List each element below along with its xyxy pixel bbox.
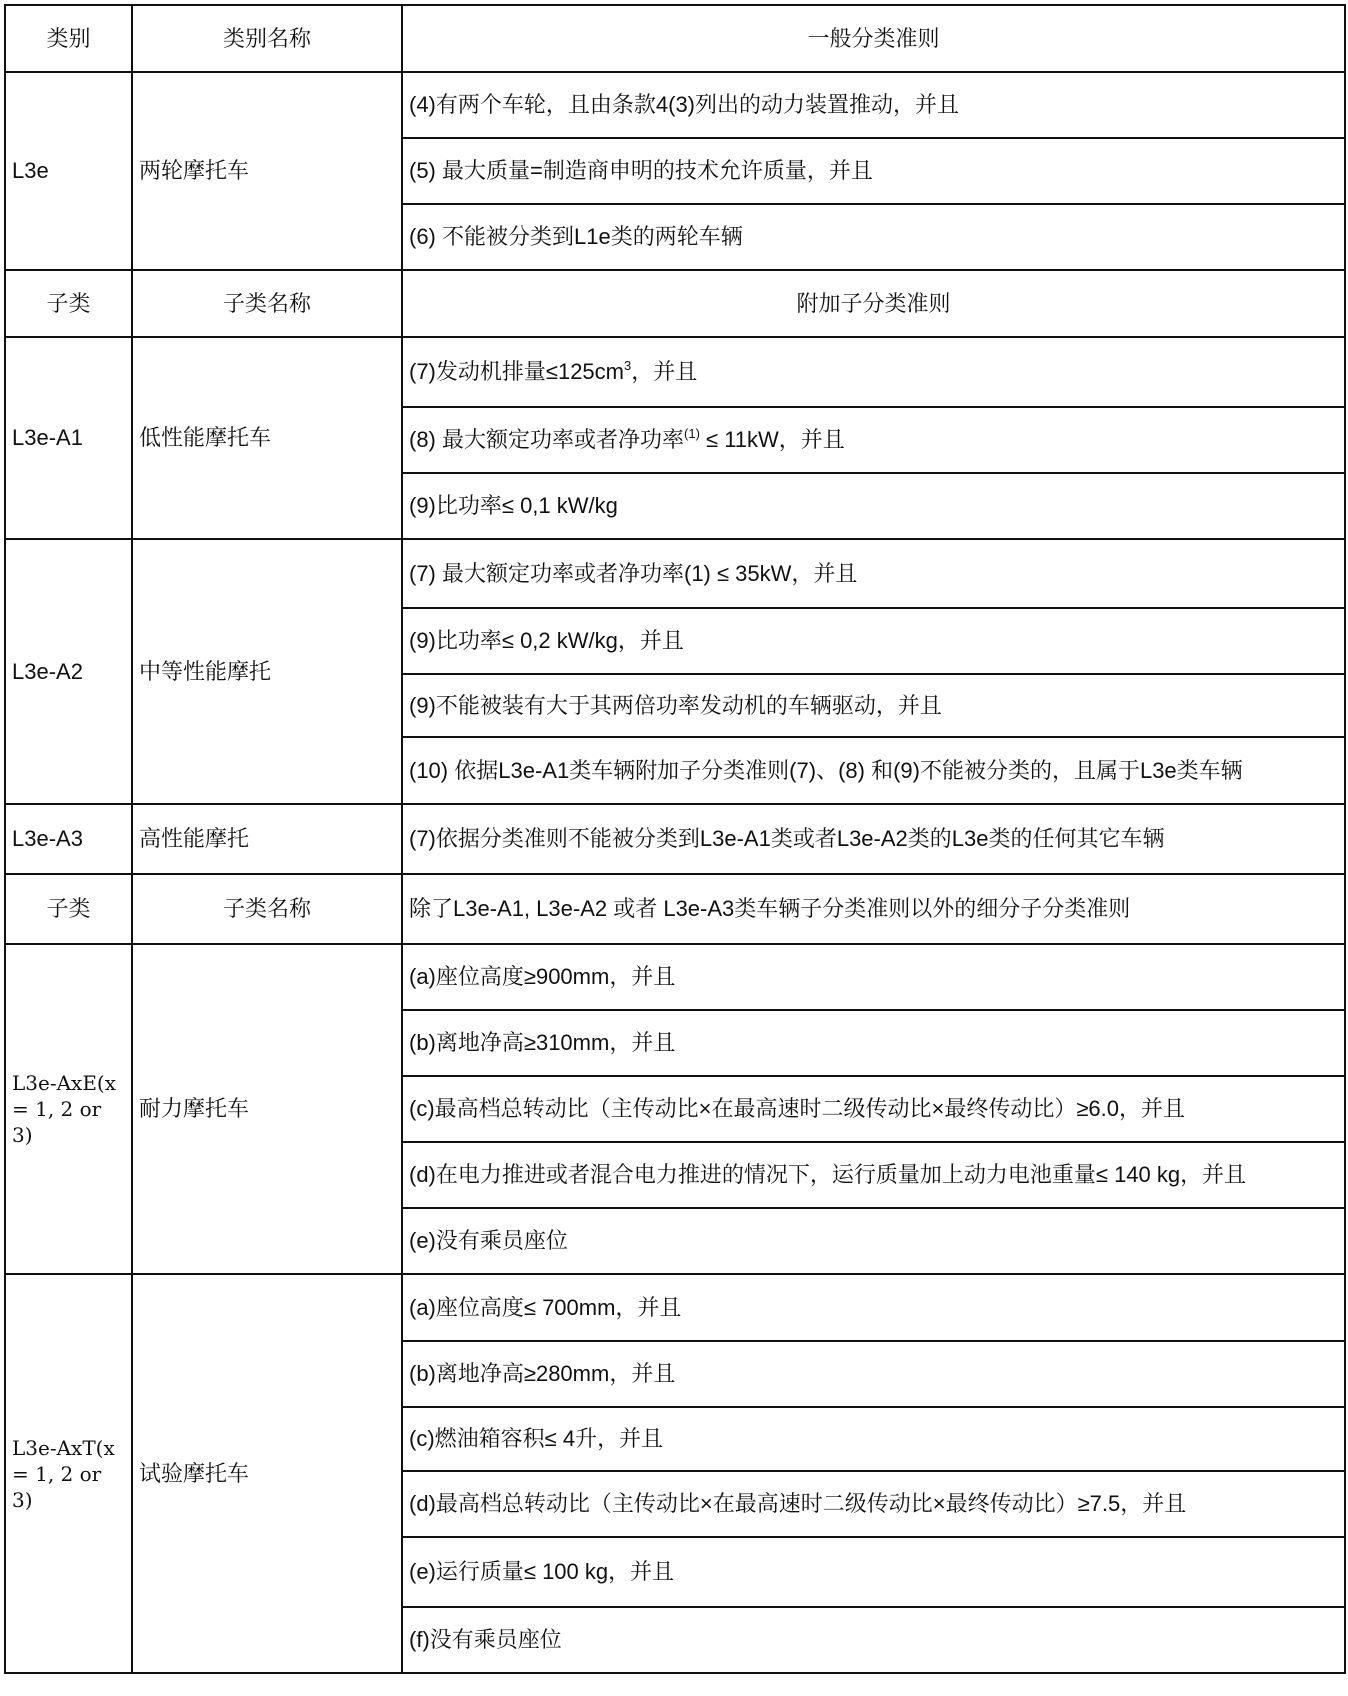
header-subclass: 子类 — [5, 874, 132, 944]
subclass-name: 高性能摩托 — [132, 804, 402, 874]
criterion-cell: (7)发动机排量$\le 125cm^3$，并且 — [402, 337, 1345, 407]
subclass-code: L3e-A2 — [5, 539, 132, 804]
subclass-code: L3e-A1 — [5, 337, 132, 539]
classification-table — [4, 4, 1346, 1674]
subclass-code: L3e-AxT(x = 1, 2 or 3) — [5, 1274, 132, 1673]
criterion-cell: (10) 依据L3e-A1类车辆附加子分类准则(7)、(8) 和(9)不能被分类的，且属于L3e类车辆 — [402, 737, 1345, 804]
criterion-cell: (b)离地净高≥280mm，并且 — [402, 1341, 1345, 1407]
criterion-cell: (5) 最大质量=制造商申明的技术允许质量，并且 — [402, 138, 1345, 204]
criterion-cell: (9)不能被装有大于其两倍功率发动机的车辆驱动，并且 — [402, 674, 1345, 737]
subheader-row — [5, 270, 1345, 337]
subclass-code: L3e-AxE(x = 1, 2 or 3) — [5, 944, 132, 1274]
table-row — [5, 72, 1345, 138]
criterion-cell: (e)没有乘员座位 — [402, 1208, 1345, 1274]
header-subclass-name: 子类名称 — [132, 270, 402, 337]
subclass-code: L3e-A3 — [5, 804, 132, 874]
criterion-cell: (b)离地净高≥310mm，并且 — [402, 1010, 1345, 1076]
criterion-cell: (7)依据分类准则不能被分类到L3e-A1类或者L3e-A2类的L3e类的任何其它车辆 — [402, 804, 1345, 874]
category-code: L3e — [5, 72, 132, 270]
criterion-cell: (9)比功率≤ 0,1 kW/kg — [402, 473, 1345, 539]
criterion-cell: (e)运行质量≤ 100 kg，并且 — [402, 1537, 1345, 1607]
criterion-cell: (c)最高档总转动比（主传动比×在最高速时二级传动比×最终传动比）≥6.0，并且 — [402, 1076, 1345, 1142]
table-row — [5, 1274, 1345, 1341]
subclass-name: 试验摩托车 — [132, 1274, 402, 1673]
header-detailed-criteria: 除了L3e-A1, L3e-A2 或者 L3e-A3类车辆子分类准则以外的细分子分类准则 — [402, 874, 1345, 944]
header-category-name: 类别名称 — [132, 5, 402, 72]
header-category: 类别 — [5, 5, 132, 72]
header-additional-criteria: 附加子分类准则 — [402, 270, 1345, 337]
criterion-cell: (8) 最大额定功率或者净功率$^{(1)}$ ≤ 11kW，并且 — [402, 407, 1345, 473]
subheader-row — [5, 874, 1345, 944]
criterion-cell: (c)燃油箱容积≤ 4升，并且 — [402, 1407, 1345, 1471]
criterion-cell: (7) 最大额定功率或者净功率(1) ≤ 35kW，并且 — [402, 539, 1345, 608]
subclass-name: 低性能摩托车 — [132, 337, 402, 539]
subclass-name: 耐力摩托车 — [132, 944, 402, 1274]
table-row — [5, 804, 1345, 874]
criterion-cell: (a)座位高度≤ 700mm，并且 — [402, 1274, 1345, 1341]
table-row — [5, 539, 1345, 608]
subclass-name: 中等性能摩托 — [132, 539, 402, 804]
header-general-criteria: 一般分类准则 — [402, 5, 1345, 72]
criterion-cell: (4)有两个车轮，且由条款4(3)列出的动力装置推动，并且 — [402, 72, 1345, 138]
criterion-cell: (9)比功率≤ 0,2 kW/kg，并且 — [402, 608, 1345, 674]
category-name: 两轮摩托车 — [132, 72, 402, 270]
criterion-cell: (a)座位高度≥900mm，并且 — [402, 944, 1345, 1010]
header-row — [5, 5, 1345, 72]
criterion-cell: (d)在电力推进或者混合电力推进的情况下，运行质量加上动力电池重量≤ 140 kg，并且 — [402, 1142, 1345, 1208]
criterion-cell: (f)没有乘员座位 — [402, 1607, 1345, 1673]
header-subclass: 子类 — [5, 270, 132, 337]
table-row — [5, 337, 1345, 407]
header-subclass-name: 子类名称 — [132, 874, 402, 944]
criterion-cell: (6) 不能被分类到L1e类的两轮车辆 — [402, 204, 1345, 270]
criterion-cell: (d)最高档总转动比（主传动比×在最高速时二级传动比×最终传动比）≥7.5，并且 — [402, 1471, 1345, 1537]
table-row — [5, 944, 1345, 1010]
